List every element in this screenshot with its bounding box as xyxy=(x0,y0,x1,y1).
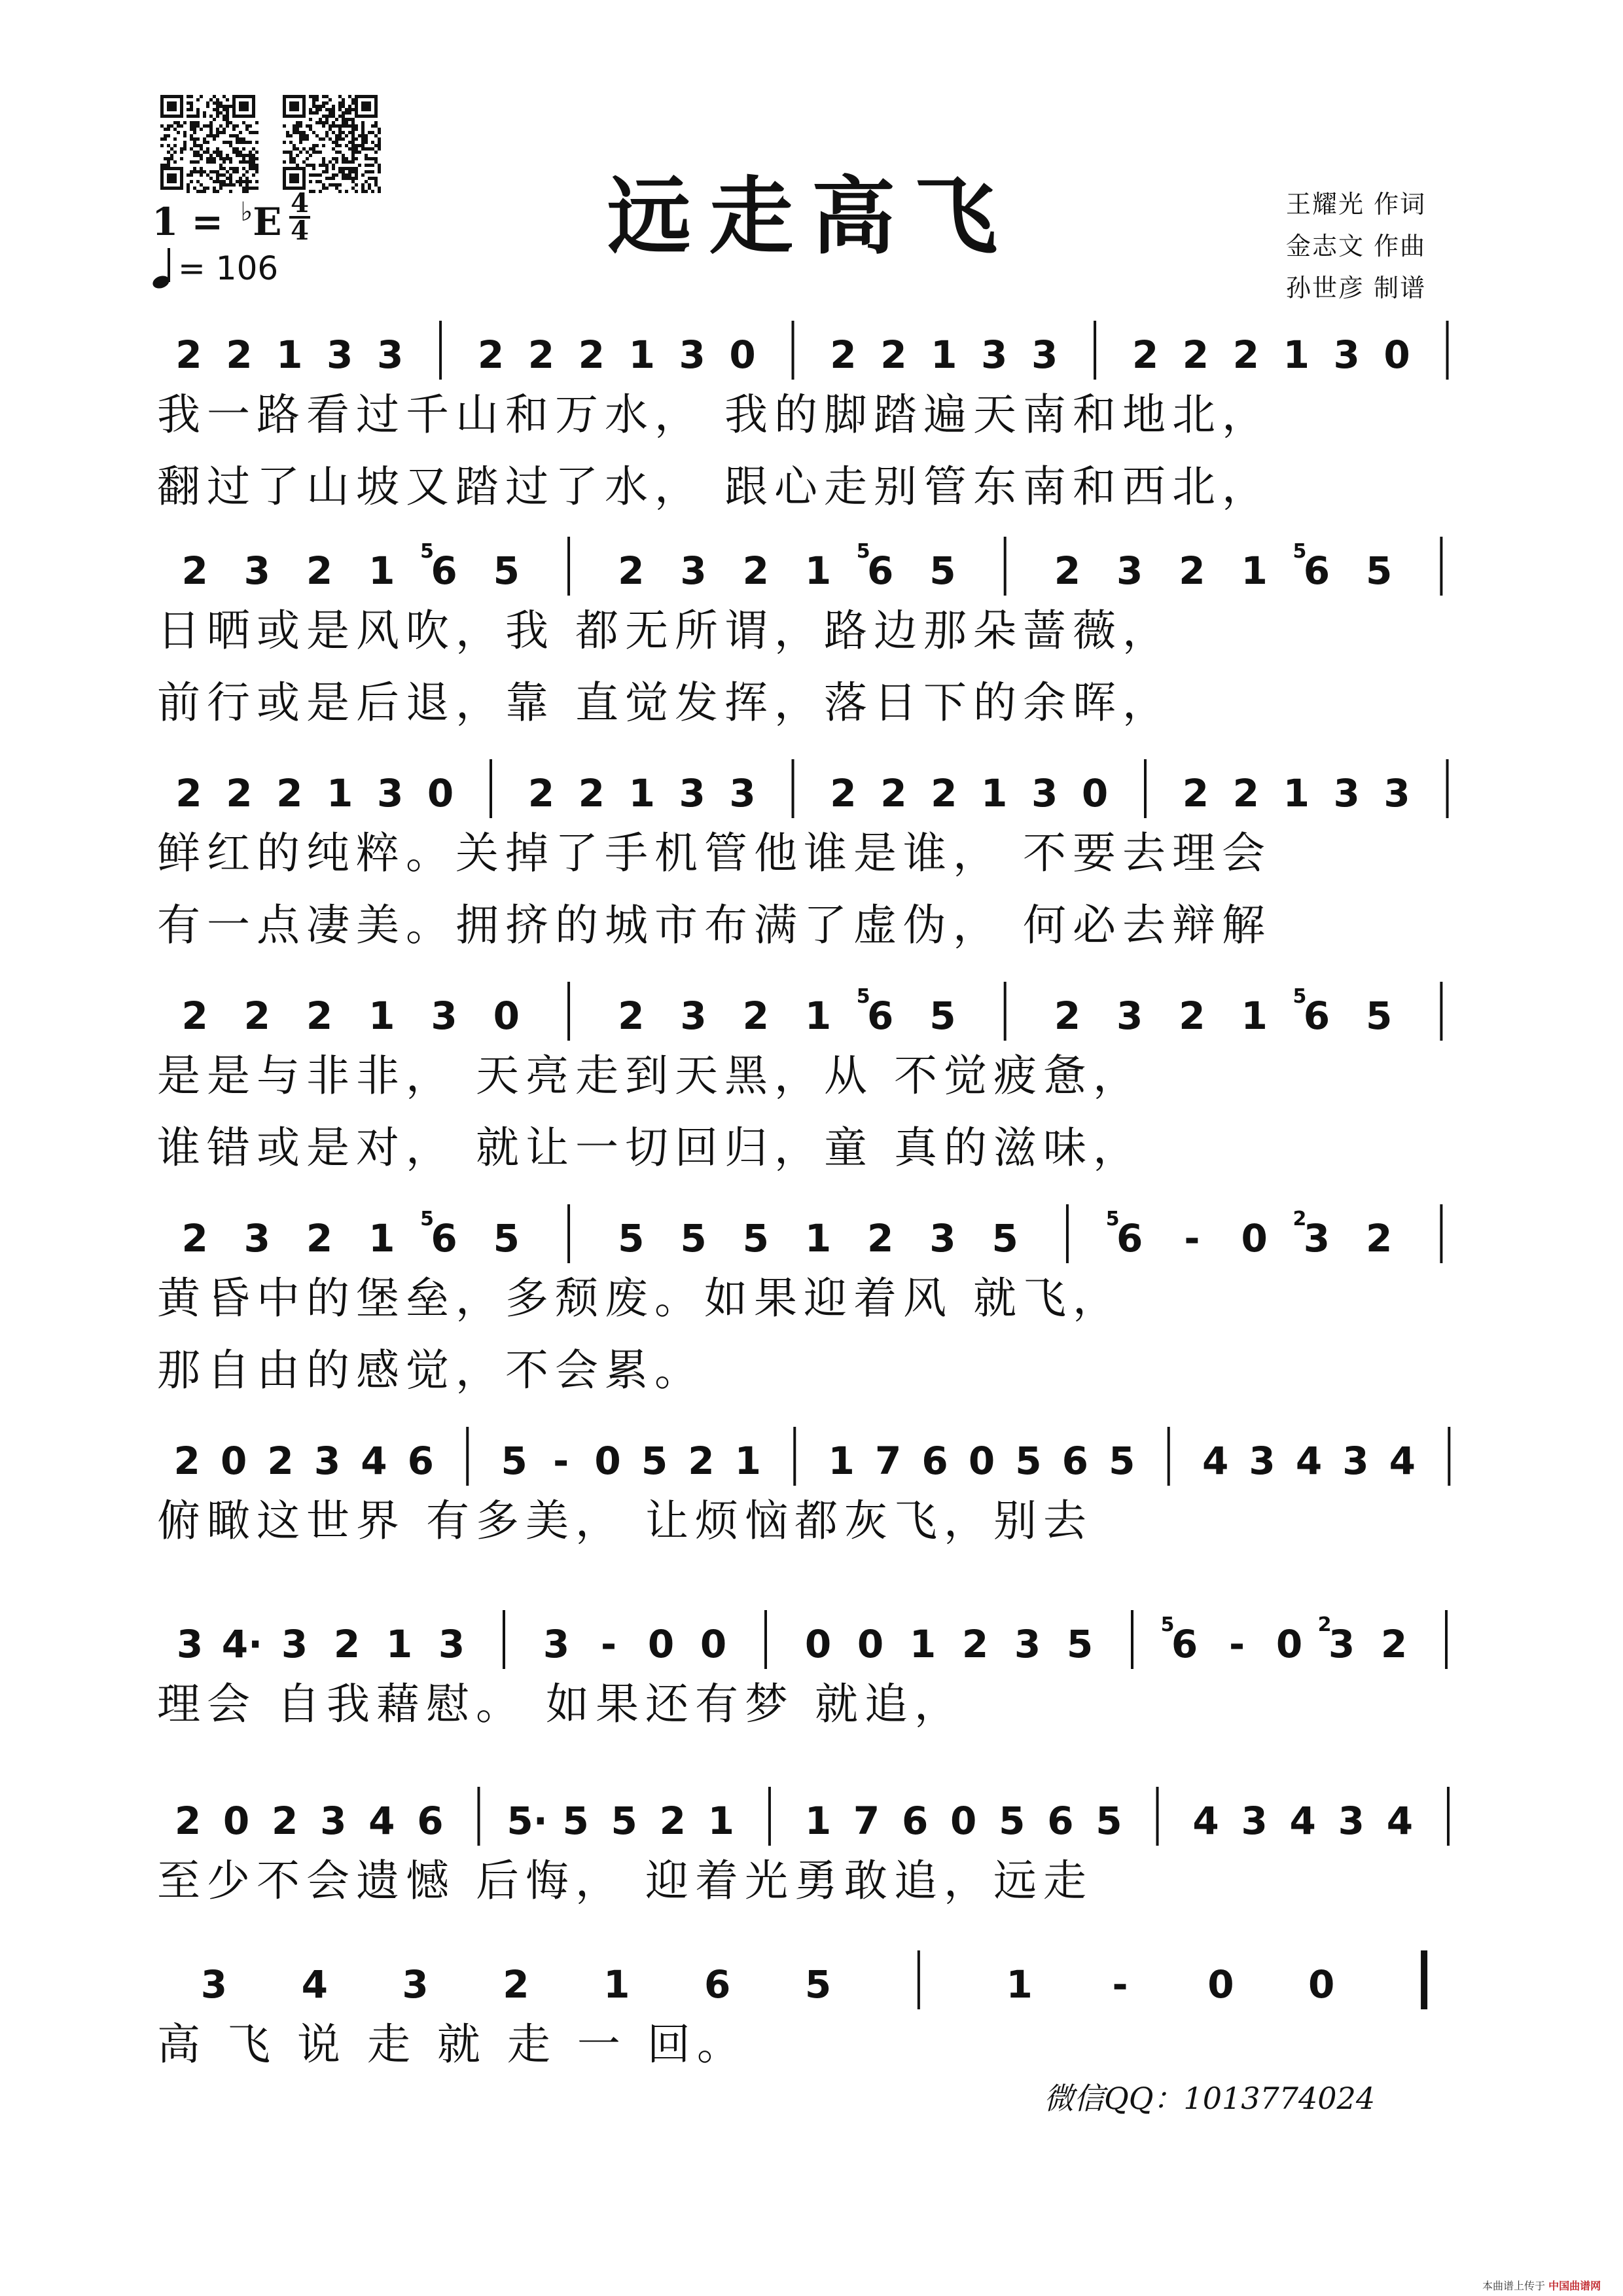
note: 1 xyxy=(603,1962,630,2007)
lyric-line: 俯瞰这世界 有多美， 让烦恼都灰飞，别去 xyxy=(157,1496,1093,1546)
note: 1 xyxy=(909,1622,936,1666)
note: 0 xyxy=(594,1439,621,1483)
note: 2 xyxy=(659,1799,686,1843)
note: 3 xyxy=(1338,1799,1364,1843)
note: 2 xyxy=(1232,771,1260,816)
barline xyxy=(1440,537,1442,596)
note: 2 xyxy=(527,771,555,816)
note: 1 xyxy=(276,332,303,377)
note: - xyxy=(553,1439,569,1483)
note: 1 xyxy=(368,1216,395,1261)
note: 3 xyxy=(1333,771,1360,816)
time-top: 4 xyxy=(291,188,309,219)
note: 2 xyxy=(1179,994,1205,1038)
note: 4 xyxy=(361,1439,387,1483)
note: 2 xyxy=(175,771,202,816)
note: 2 xyxy=(1132,332,1159,377)
note: 5 xyxy=(501,1439,527,1483)
note: 4 xyxy=(1389,1439,1416,1483)
note: 0 xyxy=(804,1622,832,1666)
note: 0 xyxy=(427,771,454,816)
note: 5 xyxy=(929,994,956,1038)
note: 3 xyxy=(543,1622,570,1666)
note: 5 xyxy=(1096,1799,1122,1843)
note: 2 xyxy=(181,1216,208,1261)
note: 5 xyxy=(1365,548,1393,593)
footer-prefix: 本曲谱上传于 xyxy=(1482,2280,1546,2292)
note: 2 xyxy=(880,332,907,377)
note: 2 xyxy=(174,1799,202,1843)
note: 1 xyxy=(707,1799,735,1843)
note: 3 xyxy=(1116,548,1143,593)
note: 3 xyxy=(1031,771,1058,816)
note: 2 xyxy=(1182,771,1209,816)
note: 1 xyxy=(368,548,395,593)
note: 1 xyxy=(804,1799,832,1843)
note: 1 xyxy=(804,548,832,593)
note: 1 xyxy=(804,1216,832,1261)
barline xyxy=(1446,759,1449,818)
note: 7 xyxy=(853,1799,880,1843)
note: 0 xyxy=(968,1439,995,1483)
lyric-line: 我一路看过千山和万水， 我的脚踏遍天南和地北， xyxy=(157,389,1272,440)
barline xyxy=(764,1610,767,1669)
note: 4· xyxy=(221,1622,263,1666)
barline xyxy=(1094,321,1096,380)
note: 3 xyxy=(680,548,707,593)
note: - xyxy=(1184,1216,1200,1261)
barline xyxy=(466,1427,469,1486)
barline xyxy=(503,1610,505,1669)
note: 2 xyxy=(272,1799,298,1843)
note: 2 xyxy=(1054,994,1081,1038)
note: 3 xyxy=(1303,1216,1330,1261)
note: - xyxy=(1112,1962,1128,2007)
page-title: 远走高飞 xyxy=(607,168,1016,266)
barline xyxy=(1448,1427,1450,1486)
note: 3 xyxy=(1342,1439,1369,1483)
note: 0 xyxy=(1207,1962,1234,2007)
note: 1 xyxy=(628,332,655,377)
note: 2 xyxy=(173,1439,200,1483)
note: 3 xyxy=(680,994,707,1038)
barline xyxy=(439,321,442,380)
flat-icon: ♭ xyxy=(240,196,253,227)
note: 3 xyxy=(402,1962,429,2007)
note: 4 xyxy=(1386,1799,1414,1843)
note: 5 xyxy=(1365,994,1393,1038)
note: 1 xyxy=(828,1439,855,1483)
note: 2 xyxy=(1182,332,1209,377)
note: 5 xyxy=(804,1962,832,2007)
lyric-line: 那自由的感觉，不会累。 xyxy=(157,1345,704,1395)
note: 0 xyxy=(647,1622,675,1666)
tempo-value: = 106 xyxy=(178,249,279,287)
note: 5 xyxy=(562,1799,589,1843)
note: 0 xyxy=(729,332,756,377)
note: 3 xyxy=(176,1622,204,1666)
note: 2 xyxy=(306,1216,333,1261)
note: 5 xyxy=(1015,1439,1042,1483)
contact-info: 微信QQ：1013774024 xyxy=(1044,2081,1376,2116)
note: 0 xyxy=(220,1439,247,1483)
note: 3 xyxy=(313,1439,341,1483)
grace-note: 5 xyxy=(1160,1613,1175,1636)
barline xyxy=(768,1787,771,1846)
barline xyxy=(1446,321,1449,380)
note: 2 xyxy=(306,548,333,593)
note: 0 xyxy=(493,994,520,1038)
note: 0 xyxy=(857,1622,884,1666)
barline xyxy=(1144,759,1147,818)
note: 6 xyxy=(417,1799,444,1843)
note: 4 xyxy=(1192,1799,1219,1843)
note: 2 xyxy=(333,1622,361,1666)
note: 0 xyxy=(1383,332,1410,377)
composer-credit: 金志文 作曲 xyxy=(1286,232,1427,260)
grace-note: 5 xyxy=(856,540,870,563)
note: 6 xyxy=(921,1439,948,1483)
note: 1 xyxy=(981,771,1008,816)
note: 3 xyxy=(679,332,705,377)
barline xyxy=(793,1427,796,1486)
lyric-line: 前行或是后退，靠 直觉发挥，落日下的余晖， xyxy=(157,677,1172,728)
barline xyxy=(1440,982,1442,1041)
note: 2 xyxy=(961,1622,989,1666)
note: 3 xyxy=(438,1622,465,1666)
note: 0 xyxy=(223,1799,250,1843)
note: 2 xyxy=(830,771,857,816)
key-prefix: 1 = xyxy=(152,200,237,244)
note: - xyxy=(1228,1622,1245,1666)
note: 3 xyxy=(981,332,1008,377)
note: 5 xyxy=(929,548,956,593)
barline xyxy=(792,321,794,380)
note: 6 xyxy=(867,548,894,593)
note: 3 xyxy=(431,994,457,1038)
note: 3 xyxy=(929,1216,956,1261)
barline xyxy=(1066,1204,1069,1263)
note: 3 xyxy=(679,771,705,816)
note: 1 xyxy=(628,771,655,816)
note: 4 xyxy=(1295,1439,1323,1483)
lyric-line: 日晒或是风吹，我 都无所谓，路边那朵蔷薇， xyxy=(157,605,1172,656)
barline xyxy=(1168,1427,1170,1486)
note: 4 xyxy=(1289,1799,1316,1843)
note: 5· xyxy=(507,1799,548,1843)
barline xyxy=(567,982,570,1041)
note: 2 xyxy=(267,1439,294,1483)
lyric-line: 翻过了山坡又踏过了水， 跟心走别管东南和西北， xyxy=(157,461,1272,512)
barline xyxy=(1447,1787,1450,1846)
note: 4 xyxy=(368,1799,395,1843)
lyricist-credit: 王耀光 作词 xyxy=(1286,190,1427,219)
note: 0 xyxy=(950,1799,977,1843)
note: 3 xyxy=(1031,332,1058,377)
note: 3 xyxy=(1241,1799,1268,1843)
note: 2 xyxy=(1232,332,1260,377)
barline xyxy=(490,759,492,818)
note: 2 xyxy=(742,994,769,1038)
lyric-line: 黄昏中的堡垒，多颓废。如果迎着风 就飞， xyxy=(157,1273,1122,1323)
barline xyxy=(567,1204,570,1263)
note: 2 xyxy=(477,332,505,377)
barline xyxy=(1004,537,1007,596)
note: 1 xyxy=(1241,994,1268,1038)
note: 3 xyxy=(320,1799,347,1843)
note: 2 xyxy=(181,548,208,593)
note: 6 xyxy=(867,994,894,1038)
note: 1 xyxy=(1283,332,1310,377)
barline xyxy=(1004,982,1007,1041)
note: 3 xyxy=(327,332,353,377)
note: 3 xyxy=(376,771,404,816)
note: 5 xyxy=(641,1439,668,1483)
note: 2 xyxy=(226,771,253,816)
note: 2 xyxy=(503,1962,529,2007)
note: 5 xyxy=(618,1216,645,1261)
note: 2 xyxy=(867,1216,894,1261)
note: 2 xyxy=(175,332,202,377)
note: 5 xyxy=(680,1216,707,1261)
note: 5 xyxy=(493,1216,520,1261)
lyric-line: 鲜红的纯粹。关掉了手机管他谁是谁， 不要去理会 xyxy=(157,828,1272,878)
note: 5 xyxy=(991,1216,1018,1261)
note: 1 xyxy=(734,1439,762,1483)
note: 2 xyxy=(931,771,957,816)
note: 3 xyxy=(281,1622,308,1666)
note: 0 xyxy=(1241,1216,1268,1261)
barline xyxy=(1131,1610,1133,1669)
barline xyxy=(792,759,794,818)
barline xyxy=(1440,1204,1442,1263)
footer-credit xyxy=(1482,2278,1601,2293)
note: 3 xyxy=(1014,1622,1041,1666)
note: 4 xyxy=(1202,1439,1229,1483)
note: 3 xyxy=(1383,771,1410,816)
note: 1 xyxy=(931,332,957,377)
note: 3 xyxy=(243,1216,271,1261)
note: 2 xyxy=(880,771,907,816)
grace-note: 5 xyxy=(1293,540,1307,563)
note: 5 xyxy=(611,1799,637,1843)
lyric-line: 高 飞 说 走 就 走 一 回。 xyxy=(157,2019,747,2070)
note: 1 xyxy=(804,994,832,1038)
note: 0 xyxy=(1275,1622,1303,1666)
lyric-line: 谁错或是对， 就让一切回归，童 真的滋味， xyxy=(157,1122,1143,1173)
note: 2 xyxy=(830,332,857,377)
note: 1 xyxy=(1006,1962,1033,2007)
note: 5 xyxy=(742,1216,769,1261)
note: 2 xyxy=(688,1439,715,1483)
barline xyxy=(1156,1787,1159,1846)
note: 4 xyxy=(301,1962,328,2007)
note: 3 xyxy=(1116,994,1143,1038)
note: 2 xyxy=(181,994,208,1038)
note: 5 xyxy=(1066,1622,1094,1666)
note: 2 xyxy=(527,332,555,377)
note: 2 xyxy=(226,332,253,377)
note: 5 xyxy=(999,1799,1026,1843)
note: 3 xyxy=(200,1962,228,2007)
note: 3 xyxy=(1249,1439,1275,1483)
note: 6 xyxy=(1303,548,1330,593)
note: 2 xyxy=(1365,1216,1393,1261)
note: 1 xyxy=(327,771,353,816)
note: 2 xyxy=(742,548,769,593)
grace-note: 2 xyxy=(1293,1208,1307,1230)
final-barline xyxy=(1421,1950,1427,2009)
grace-note: 5 xyxy=(1293,985,1307,1008)
grace-note: 5 xyxy=(1105,1208,1120,1230)
barline xyxy=(918,1950,920,2009)
note: 3 xyxy=(376,332,404,377)
note: 2 xyxy=(306,994,333,1038)
note: 6 xyxy=(1047,1799,1074,1843)
key-note: E xyxy=(253,200,282,244)
lyric-line: 理会 自我藉慰。 如果还有梦 就追， xyxy=(157,1679,964,1729)
barline xyxy=(1445,1610,1448,1669)
note: 3 xyxy=(1328,1622,1355,1666)
note: 6 xyxy=(1061,1439,1089,1483)
note: 1 xyxy=(1241,548,1268,593)
barline xyxy=(477,1787,480,1846)
arranger-credit: 孙世彦 制谱 xyxy=(1286,274,1427,302)
barline xyxy=(567,537,570,596)
note: 3 xyxy=(729,771,756,816)
note: 2 xyxy=(243,994,271,1038)
time-bottom: 4 xyxy=(291,215,309,246)
note: 0 xyxy=(1081,771,1109,816)
note: 6 xyxy=(901,1799,929,1843)
note: 6 xyxy=(1171,1622,1198,1666)
note: 6 xyxy=(704,1962,731,2007)
lyric-line: 至少不会遗憾 后悔， 迎着光勇敢追，远走 xyxy=(157,1856,1093,1906)
note: 2 xyxy=(1179,548,1205,593)
grace-note: 5 xyxy=(856,985,870,1008)
note: 1 xyxy=(1283,771,1310,816)
note: 6 xyxy=(431,548,457,593)
grace-note: 5 xyxy=(420,540,435,563)
note: 0 xyxy=(700,1622,727,1666)
note: 6 xyxy=(1303,994,1330,1038)
note: 2 xyxy=(1054,548,1081,593)
note: 6 xyxy=(431,1216,457,1261)
lyric-line: 是是与非非， 天亮走到天黑，从 不觉疲惫， xyxy=(157,1050,1143,1101)
lyric-line: 有一点凄美。拥挤的城市布满了虚伪， 何必去辩解 xyxy=(157,900,1272,950)
grace-note: 5 xyxy=(420,1208,435,1230)
note: 3 xyxy=(243,548,271,593)
grace-note: 2 xyxy=(1317,1613,1332,1636)
note: 2 xyxy=(618,548,645,593)
note: 7 xyxy=(874,1439,902,1483)
note: 2 xyxy=(578,771,605,816)
note: 6 xyxy=(1116,1216,1143,1261)
note: 1 xyxy=(385,1622,413,1666)
note: 6 xyxy=(407,1439,435,1483)
note: 3 xyxy=(1333,332,1360,377)
note: 2 xyxy=(618,994,645,1038)
note: - xyxy=(600,1622,617,1666)
note: 5 xyxy=(493,548,520,593)
note: 1 xyxy=(368,994,395,1038)
note: 2 xyxy=(578,332,605,377)
note: 2 xyxy=(1380,1622,1408,1666)
note: 2 xyxy=(276,771,303,816)
footer-site: 中国曲谱网 xyxy=(1548,2280,1601,2292)
note: 0 xyxy=(1308,1962,1335,2007)
note: 5 xyxy=(1109,1439,1135,1483)
